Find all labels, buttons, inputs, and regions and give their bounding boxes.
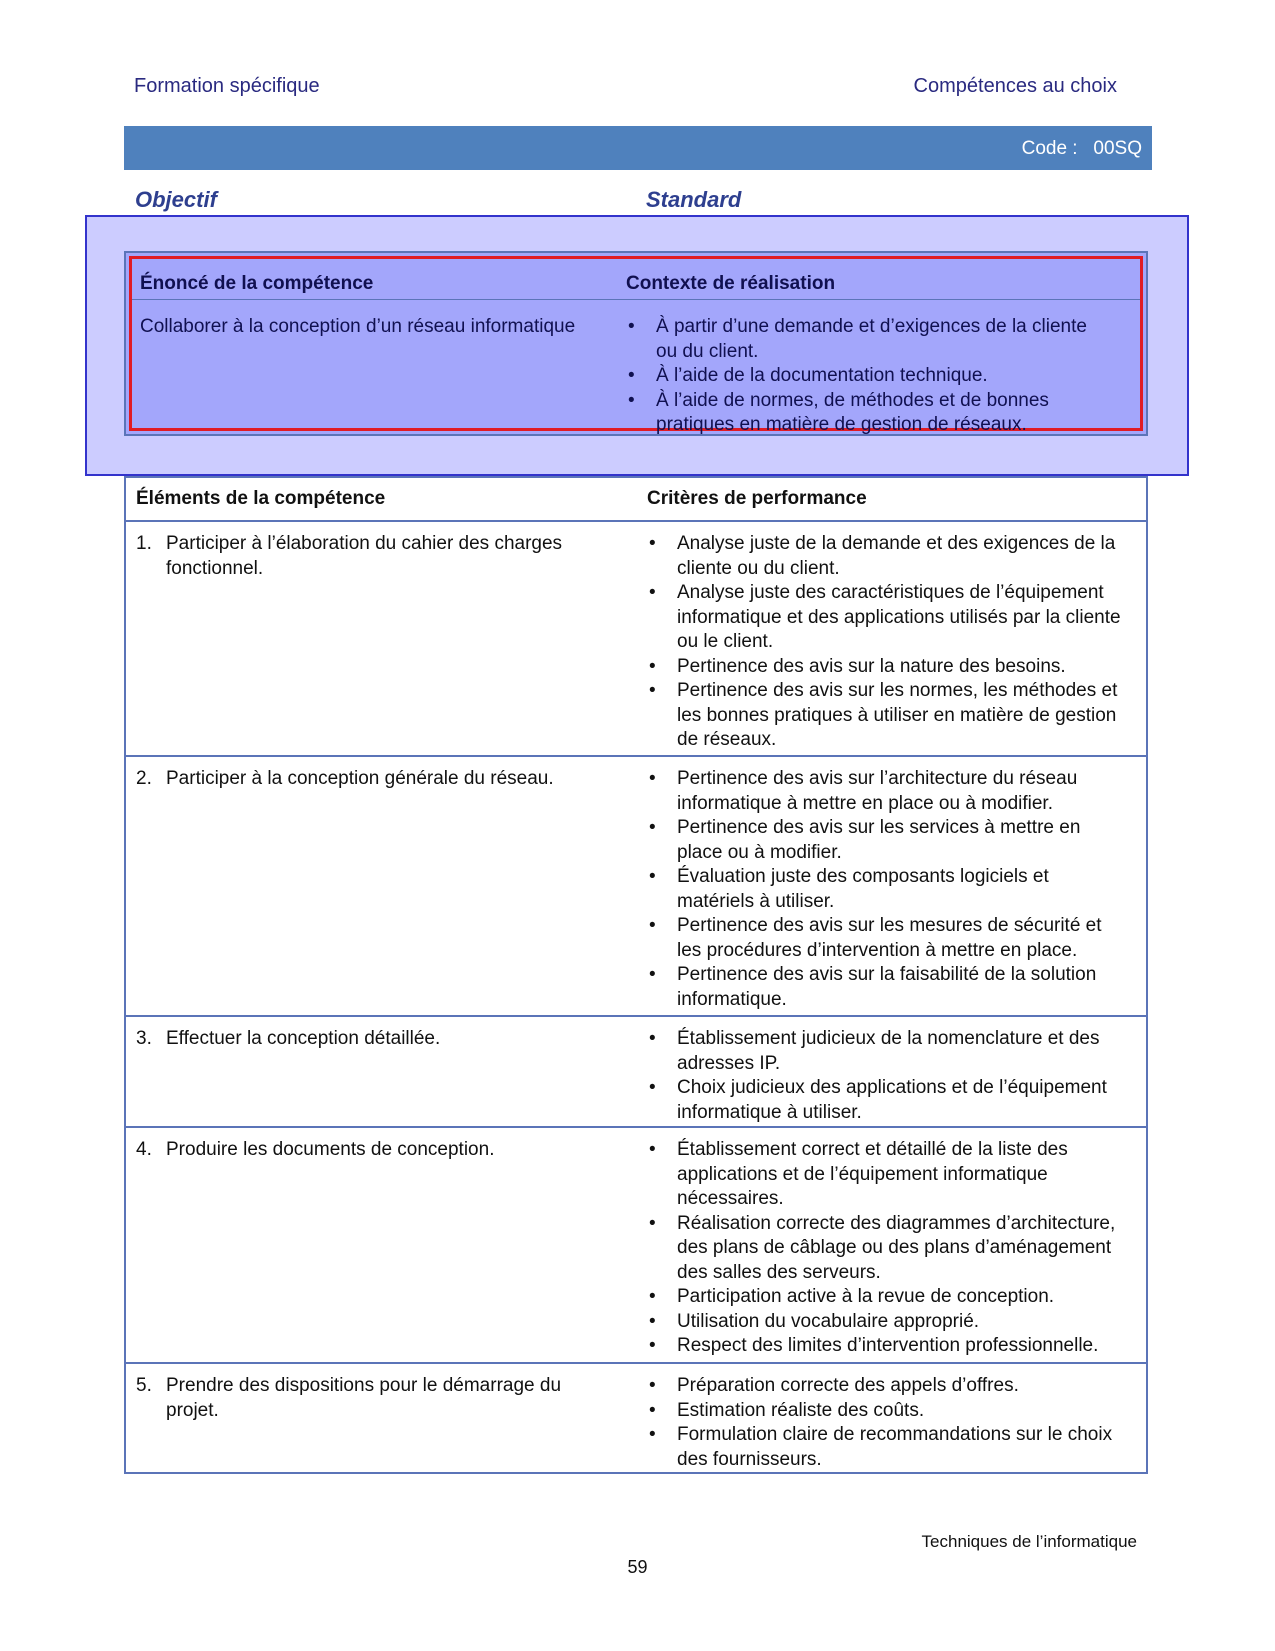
element-cell (136, 532, 606, 581)
criterion-item: • Analyse juste de la demande et des exigences de la cliente ou du client. (647, 532, 1127, 581)
criterion-item: • Respect des limites d’intervention professionnelle. (647, 1334, 1127, 1359)
objective-label: Objectif (135, 187, 217, 212)
criteria-cell (647, 1027, 1127, 1125)
criterion-item: • Estimation réaliste des coûts. (647, 1399, 1127, 1424)
table-row (126, 1364, 1146, 1474)
criteria-cell (647, 1138, 1127, 1359)
table-row (126, 1017, 1146, 1128)
element-text: Produire les documents de conception. (166, 1139, 495, 1160)
criterion-item: • Établissement correct et détaillé de la liste des applications et de l’équipement informatique nécessaires. (647, 1138, 1127, 1212)
criterion-item: • Choix judicieux des applications et de l’équipement informatique à utiliser. (647, 1076, 1127, 1125)
criterion-item: • Pertinence des avis sur les mesures de sécurité et les procédures d’intervention à mettre en place. (647, 914, 1127, 963)
header-category: Compétences au choix (913, 75, 1117, 97)
table-row (126, 1128, 1146, 1364)
statement-selection-frame (129, 256, 1143, 435)
element-text: Effectuer la conception détaillée. (166, 1028, 441, 1049)
element-cell (136, 1027, 606, 1052)
standard-label: Standard (646, 187, 742, 212)
competence-code: Code : 00SQ (1021, 138, 1142, 159)
element-cell (136, 1138, 606, 1163)
criteria-header-row (126, 478, 1146, 522)
footer-program-title: Techniques de l’informatique (921, 1532, 1137, 1551)
criteria-cell (647, 1374, 1127, 1472)
code-band (124, 126, 1152, 170)
criterion-item: • Pertinence des avis sur les services à mettre en place ou à modifier. (647, 816, 1127, 865)
page-number: 59 (627, 1557, 648, 1577)
element-cell (136, 1374, 606, 1423)
element-number: 2. (136, 768, 152, 789)
context-list (626, 315, 1096, 438)
context-item: • À partir d’une demande et d’exigences de la cliente ou du client. (626, 315, 1096, 364)
statement-divider (132, 299, 1140, 300)
statement-table (124, 251, 1148, 436)
competence-statement: Collaborer à la conception d’un réseau informatique (140, 316, 576, 337)
criterion-item: • Pertinence des avis sur la nature des besoins. (647, 655, 1127, 680)
element-number: 5. (136, 1375, 152, 1396)
context-item: • À l’aide de la documentation technique. (626, 364, 1096, 389)
table-row (126, 757, 1146, 1017)
criterion-item: • Établissement judicieux de la nomenclature et des adresses IP. (647, 1027, 1127, 1076)
element-number: 1. (136, 533, 152, 554)
criterion-item: • Pertinence des avis sur les normes, les méthodes et les bonnes pratiques à utiliser en matière de gestion de réseaux. (647, 679, 1127, 753)
criteria-cell (647, 532, 1127, 753)
elements-heading: Éléments de la compétence (136, 488, 386, 509)
statement-left-heading: Énoncé de la compétence (140, 273, 374, 294)
element-number: 3. (136, 1028, 152, 1049)
header-section-title: Formation spécifique (134, 75, 320, 97)
criterion-item: • Préparation correcte des appels d’offres. (647, 1374, 1127, 1399)
criterion-item: • Utilisation du vocabulaire approprié. (647, 1310, 1127, 1335)
criterion-item: • Participation active à la revue de conception. (647, 1285, 1127, 1310)
performance-heading: Critères de performance (647, 488, 867, 509)
element-text: Participer à l’élaboration du cahier des charges fonctionnel. (166, 533, 563, 579)
statement-right-heading: Contexte de réalisation (626, 273, 836, 294)
element-text: Prendre des dispositions pour le démarrage du projet. (166, 1375, 562, 1421)
criterion-item: • Formulation claire de recommandations sur le choix des fournisseurs. (647, 1423, 1127, 1472)
criterion-item: • Pertinence des avis sur l’architecture du réseau informatique à mettre en place ou à modifier. (647, 767, 1127, 816)
element-text: Participer à la conception générale du réseau. (166, 768, 554, 789)
element-cell (136, 767, 606, 792)
criteria-cell (647, 767, 1127, 1012)
criterion-item: • Réalisation correcte des diagrammes d’architecture, des plans de câblage ou des plans d’aménagement des salles des serveurs. (647, 1212, 1127, 1286)
criterion-item: • Pertinence des avis sur la faisabilité de la solution informatique. (647, 963, 1127, 1012)
element-number: 4. (136, 1139, 152, 1160)
table-row (126, 522, 1146, 757)
context-item: • À l’aide de normes, de méthodes et de bonnes pratiques en matière de gestion de réseaux. (626, 389, 1096, 438)
criteria-table (124, 476, 1148, 1474)
criterion-item: • Analyse juste des caractéristiques de l’équipement informatique et des applications utilisés par la cliente ou le client. (647, 581, 1127, 655)
criterion-item: • Évaluation juste des composants logiciels et matériels à utiliser. (647, 865, 1127, 914)
